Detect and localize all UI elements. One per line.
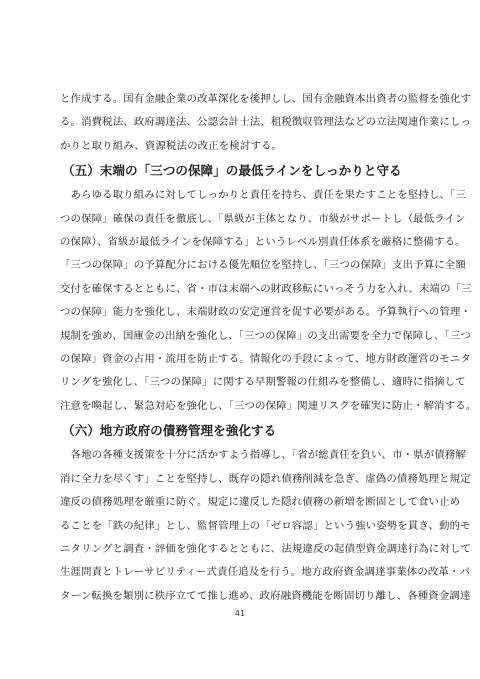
- text-line: ニタリングと調査・評価を強化するとともに、法規違反の起債型資金調達行為に対して: [60, 542, 472, 555]
- section-6-paragraph: [60, 444, 472, 608]
- text-line: 交付を確保するとともに、省・市は末端への財政移転にいっそう力を入れ、末端の「三: [60, 282, 472, 295]
- text-line: 各地の各種支援策を十分に活かすよう指導し、「省が総責任を負い、市・県が債務解: [60, 449, 466, 462]
- text-line: と作成する。国有金融企業の改革深化を後押しし、国有金融資本出資者の監督を強化す: [60, 93, 472, 105]
- text-line: る。消費税法、政府調達法、公認会計士法、租税徴収管理法などの立法関連作業にしっ: [60, 116, 472, 129]
- text-line: 「三つの保障」の予算配分における優先順位を堅持し、「三つの保障」支出予算に全額: [60, 259, 466, 272]
- text-line: ターン転換を類別に秩序立てて推し進め、政府融資機能を断固切り離し、各種資金調達: [60, 589, 471, 602]
- text-line: 規制を強め、国庫金の出納を強化し、「三つの保障」の支出需要を全力で保障し、「三つ: [60, 329, 471, 342]
- page-number: 41: [234, 609, 246, 618]
- section-5-paragraph: [60, 184, 477, 418]
- text-line: 注意を喚起し、緊急対応を強化し、「三つの保障」関連リスクを確実に防止・解消する。: [60, 399, 477, 412]
- text-line: 消に全力を尽くす」ことを堅持し、既存の隠れ債務削減を急ぎ、虚偽の債務処理と規定: [60, 472, 471, 485]
- text-line: 生涯問責とトレーサビリティー式責任追及を行う。地方政府資金調達事業体の改革・パ: [60, 566, 471, 579]
- intro-paragraph: [60, 88, 472, 158]
- text-line: リングを強化し、「三つの保障」に関する早期警報の仕組みを整備し、適時に指摘して: [60, 376, 466, 389]
- text-line: つの保障」能力を強化し、末端財政の安定運営を促す必要がある。予算執行への管理・: [60, 306, 472, 319]
- text-line: あらゆる取り組みに対してしっかりと責任を持ち、責任を果たすことを堅持し、「三: [60, 189, 466, 202]
- text-line: ることを「鉄の紀律」とし、監督管理上の「ゼロ容認」という強い姿勢を貫き、動的モ: [60, 519, 471, 532]
- section-heading-5: （五）末端の「三つの保障」の最低ラインをしっかりと守る: [62, 163, 402, 179]
- text-line: の保障」資金の占用・流用を防止する。情報化の手段によって、地方財政運営のモニタ: [60, 353, 471, 366]
- section-heading-6: （六）地方政府の債務管理を強化する: [62, 423, 277, 439]
- text-line: かりと取り組み、資源税法の改正を検討する。: [60, 139, 282, 152]
- text-line: つの保障」確保の責任を徹底し、「県級が主体となり、市級がサポートし（最低ライン: [60, 212, 466, 225]
- text-line: 違反の債務処理を厳重に防ぐ。規定に違反した隠れ債務の新増を断固として食い止め: [60, 496, 461, 509]
- page-body: [60, 88, 477, 608]
- text-line: の保障）、省級が最低ラインを保障する」というレベル別責任体系を厳格に整備する。: [60, 236, 466, 249]
